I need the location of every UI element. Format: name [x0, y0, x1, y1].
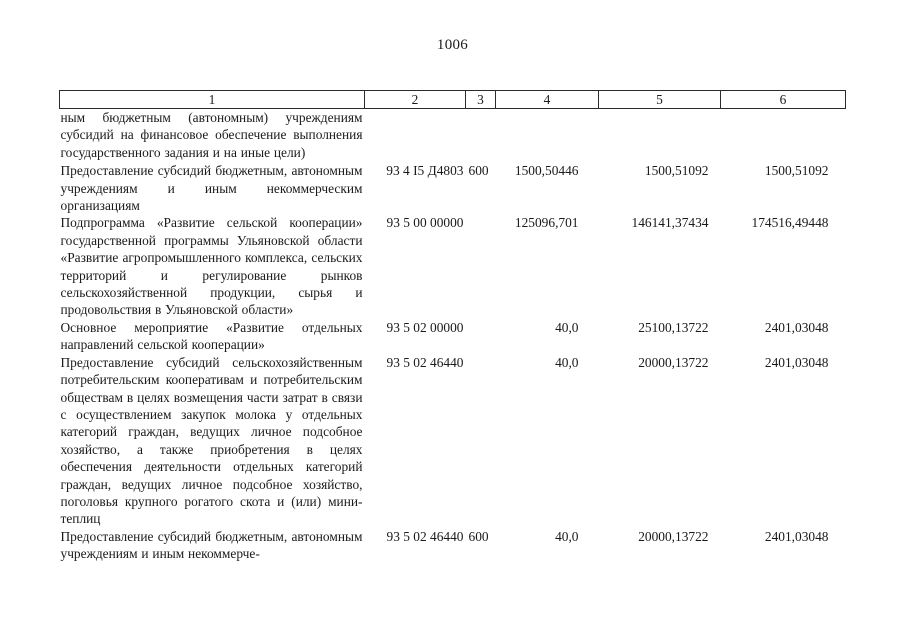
table-row: [60, 161, 846, 214]
row-value-5: 146141,37434: [631, 215, 709, 231]
row-value-4: 40,0: [555, 319, 579, 335]
row-value-6: 174516,49448: [751, 215, 829, 231]
row-description: Предоставление субсидий бюджетным, автономным учреждениям и иным некоммерческим организациям: [60, 163, 363, 214]
row-value-6: 1500,51092: [764, 163, 829, 179]
row-value-6: [721, 109, 846, 162]
column-header-description: 1: [60, 91, 365, 109]
row-value-4: 1500,50446: [514, 163, 579, 179]
table-row: [60, 214, 846, 318]
row-type: 600: [468, 163, 489, 179]
row-value-4: 40,0: [555, 528, 579, 544]
table-row: [60, 354, 846, 528]
row-code: 93 5 02 00000: [386, 319, 464, 335]
row-value-4: 125096,701: [514, 215, 579, 231]
row-description: Предоставление субсидий сельскохозяйственным потребительским кооперативам и потребительским обществам в целях возмещения части затрат в связи с осуществлением закупок молока у отдельных категорий граждан, ведущих личное подсобное хозяйство, а также приобретения в целях обеспечения деятельности отдельных категорий граждан, ведущих личное подсобное хозяйство, поголовья крупного рогатого скота и (или) мини-теплиц: [60, 354, 363, 527]
row-description: Подпрограмма «Развитие сельской кооперации» государственной программы Ульяновской области «Развитие агропромышленного комплекса, сельских территорий и регулирование рынков сельскохозяйственной продукции, сырья и продовольствия в Ульяновской области»: [60, 215, 363, 318]
table-row: [60, 319, 846, 354]
column-header-code: 2: [365, 91, 466, 109]
row-value-5: [599, 109, 721, 162]
row-code: 93 4 I5 Д4803: [386, 163, 464, 179]
row-description: Предоставление субсидий бюджетным, автономным учреждениям и иным некоммерче-: [60, 528, 363, 562]
row-value-4: [496, 109, 599, 162]
column-header-value-4: 4: [496, 91, 599, 109]
row-value-5: 1500,51092: [644, 163, 709, 179]
row-code: 93 5 02 46440: [386, 354, 464, 370]
budget-table: [59, 90, 846, 563]
column-header-type: 3: [466, 91, 496, 109]
row-type: [466, 109, 496, 162]
row-value-5: 20000,13722: [638, 528, 709, 544]
row-type: [466, 319, 496, 354]
column-header-value-5: 5: [599, 91, 721, 109]
row-type: [466, 214, 496, 318]
column-header-value-6: 6: [721, 91, 846, 109]
table-header-row: [60, 91, 846, 109]
row-code: 93 5 02 46440: [386, 528, 464, 544]
row-value-6: 2401,03048: [764, 528, 829, 544]
row-code: [365, 109, 466, 162]
table-row: [60, 528, 846, 563]
row-type: [466, 354, 496, 528]
row-value-6: 2401,03048: [764, 319, 829, 335]
row-description: ным бюджетным (автономным) учреждениям субсидий на финансовое обеспечение выполнения государственного задания и на иные цели): [60, 110, 363, 160]
row-code: 93 5 00 00000: [386, 215, 464, 231]
table-row: [60, 109, 846, 162]
row-type: 600: [468, 528, 489, 544]
row-value-6: 2401,03048: [764, 354, 829, 370]
row-description: Основное мероприятие «Развитие отдельных направлений сельской кооперации»: [60, 319, 363, 353]
row-value-5: 25100,13722: [638, 319, 709, 335]
row-value-5: 20000,13722: [638, 354, 709, 370]
page-number: 1006: [436, 37, 469, 53]
row-value-4: 40,0: [555, 354, 579, 370]
